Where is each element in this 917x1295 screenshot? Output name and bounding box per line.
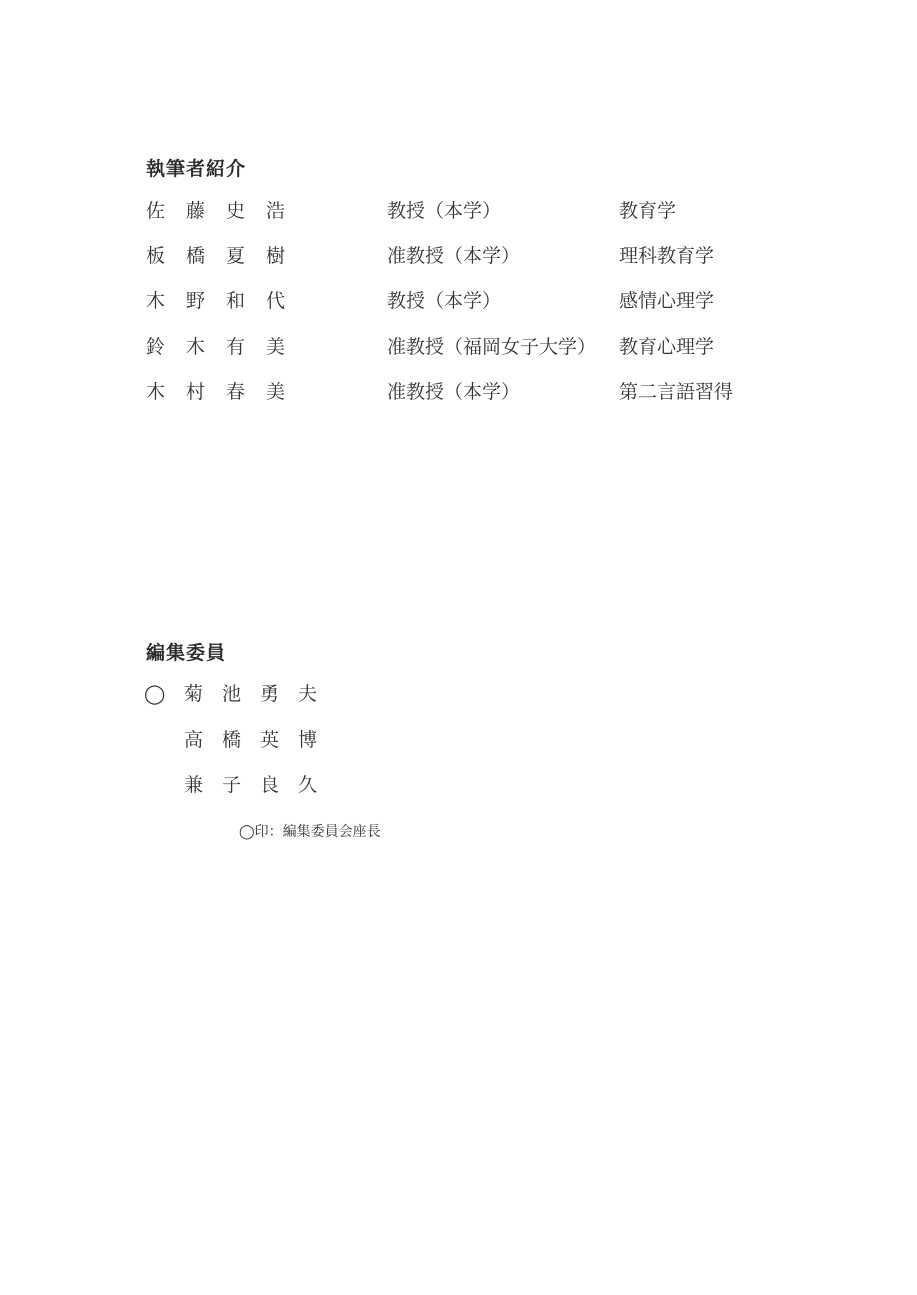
name-char: 野 [186,290,206,312]
name-char: 和 [226,290,246,312]
name-char: 木 [186,336,206,358]
author-title: 准教授（本学） [387,381,521,403]
name-char: 史 [226,200,246,222]
author-title: 教授（本学） [387,200,502,222]
authors-heading: 執筆者紹介 [146,158,247,180]
author-title: 准教授（福岡女子大学） [387,336,597,358]
chair-mark: ◯ [144,683,166,705]
author-name [146,197,306,225]
author-name [146,242,306,270]
name-char: 高 [184,729,204,751]
name-char: 夏 [226,245,246,267]
name-char: 夫 [298,683,318,705]
name-char: 橋 [222,729,242,751]
name-char: 菊 [184,683,204,705]
editor-name [184,726,336,754]
author-field: 感情心理学 [619,290,715,312]
chair-note: ◯印：編集委員会座長 [239,824,381,840]
name-char: 美 [266,381,286,403]
name-char: 有 [226,336,246,358]
name-char: 子 [222,774,242,796]
author-field: 理科教育学 [619,245,715,267]
name-char: 樹 [266,245,286,267]
name-char: 博 [298,729,318,751]
name-char: 兼 [184,774,204,796]
name-char: 良 [260,774,280,796]
name-char: 池 [222,683,242,705]
name-char: 勇 [260,683,280,705]
name-char: 浩 [266,200,286,222]
name-char: 佐 [146,200,166,222]
name-char: 板 [146,245,166,267]
author-field: 第二言語習得 [619,381,734,403]
author-name [146,378,306,406]
author-name [146,333,306,361]
name-char: 木 [146,381,166,403]
name-char: 久 [298,774,318,796]
author-name [146,287,306,315]
name-char: 藤 [186,200,206,222]
author-field: 教育心理学 [619,336,715,358]
editor-name [184,680,336,708]
name-char: 鈴 [146,336,166,358]
name-char: 美 [266,336,286,358]
author-field: 教育学 [619,200,677,222]
name-char: 木 [146,290,166,312]
author-title: 准教授（本学） [387,245,521,267]
name-char: 代 [266,290,286,312]
editors-heading: 編集委員 [146,642,227,664]
editor-name [184,771,336,799]
name-char: 英 [260,729,280,751]
name-char: 村 [186,381,206,403]
name-char: 橋 [186,245,206,267]
author-title: 教授（本学） [387,290,502,312]
name-char: 春 [226,381,246,403]
